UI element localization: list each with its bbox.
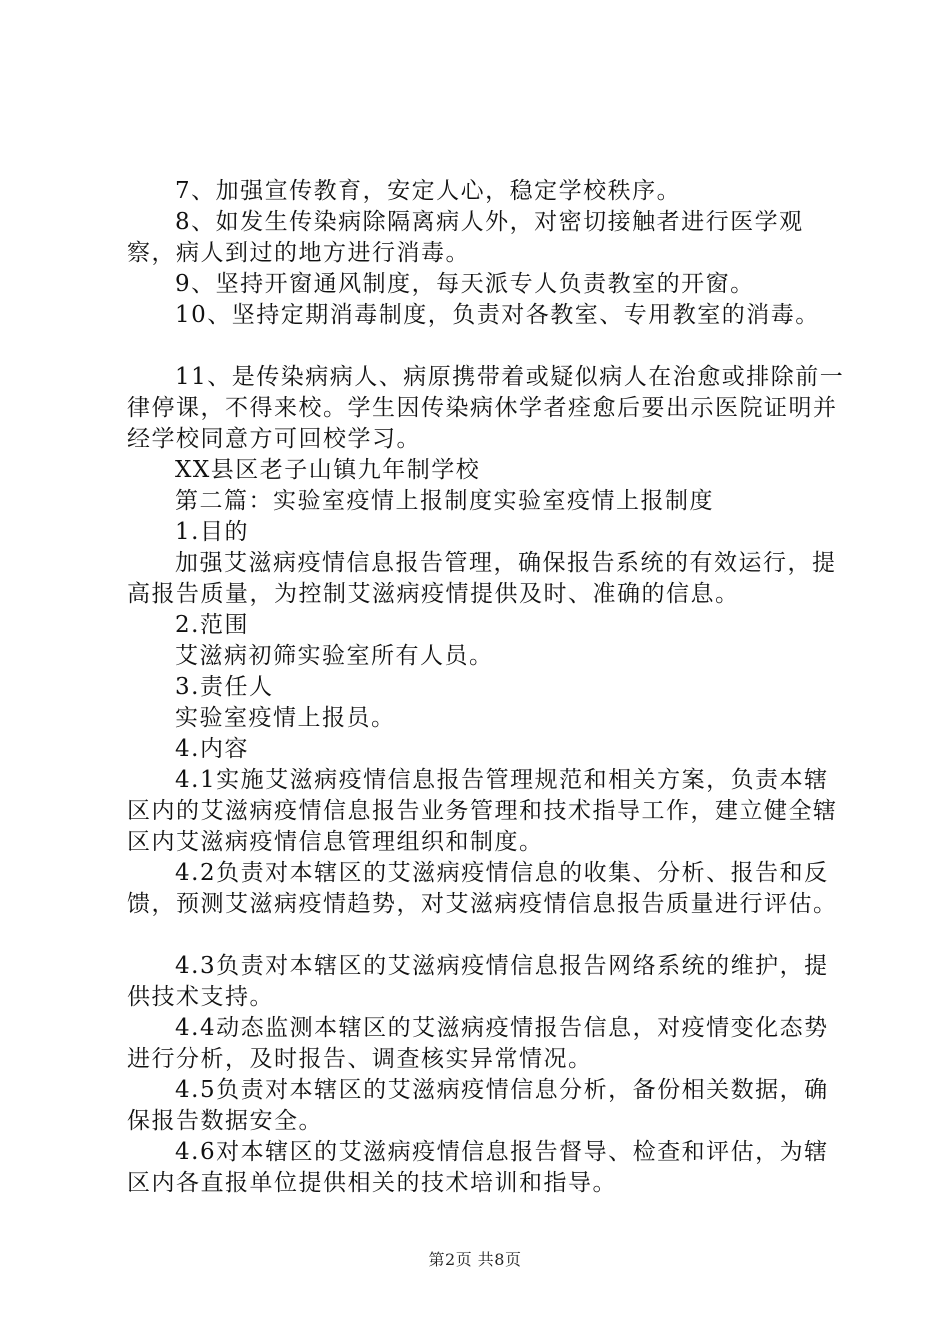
paragraph-10: 10、坚持定期消毒制度，负责对各教室、专用教室的消毒。 (175, 302, 820, 328)
paragraph-11: 11、是传染病病人、病原携带着或疑似病人在治愈或排除前一律停课，不得来校。学生因传染病休学者痊愈后要出示医院证明并经学校同意方可回校学习。 (127, 364, 845, 452)
paragraph-4-5: 4.5负责对本辖区的艾滋病疫情信息分析，备份相关数据，确保报告数据安全。 (127, 1077, 829, 1134)
paragraph-7: 7、加强宣传教育，安定人心，稳定学校秩序。 (175, 178, 682, 204)
school-name: XX县区老子山镇九年制学校 (175, 457, 481, 483)
paragraph-4-1: 4.1实施艾滋病疫情信息报告管理规范和相关方案，负责本辖区内的艾滋病疫情信息报告业务管理和技术指导工作，建立健全辖区内艾滋病疫情信息管理组织和制度。 (127, 767, 838, 855)
section-title: 第二篇：实验室疫情上报制度实验室疫情上报制度 (175, 488, 714, 514)
paragraph-scope: 艾滋病初筛实验室所有人员。 (175, 643, 494, 669)
paragraph-9: 9、坚持开窗通风制度，每天派专人负责教室的开窗。 (175, 271, 755, 297)
page-footer: 第2页 共8页 (428, 1250, 522, 1269)
paragraph-4-6: 4.6对本辖区的艾滋病疫情信息报告督导、检查和评估，为辖区内各直报单位提供相关的技术培训和指导。 (127, 1139, 829, 1196)
paragraph-responsible: 实验室疫情上报员。 (175, 705, 396, 731)
paragraph-4-4: 4.4动态监测本辖区的艾滋病疫情报告信息，对疫情变化态势进行分析，及时报告、调查核实异常情况。 (127, 1015, 829, 1072)
paragraph-purpose: 加强艾滋病疫情信息报告管理，确保报告系统的有效运行，提高报告质量，为控制艾滋病疫情提供及时、准确的信息。 (127, 550, 837, 607)
paragraph-8: 8、如发生传染病除隔离病人外，对密切接触者进行医学观察，病人到过的地方进行消毒。 (127, 209, 804, 266)
heading-purpose: 1.目的 (175, 519, 249, 545)
paragraph-4-3: 4.3负责对本辖区的艾滋病疫情信息报告网络系统的维护，提供技术支持。 (127, 953, 829, 1010)
heading-content: 4.内容 (175, 736, 249, 762)
heading-scope: 2.范围 (175, 612, 249, 638)
heading-responsible: 3.责任人 (175, 674, 274, 700)
paragraph-4-2: 4.2负责对本辖区的艾滋病疫情信息的收集、分析、报告和反馈，预测艾滋病疫情趋势，对艾滋病疫情信息报告质量进行评估。 (127, 860, 838, 917)
